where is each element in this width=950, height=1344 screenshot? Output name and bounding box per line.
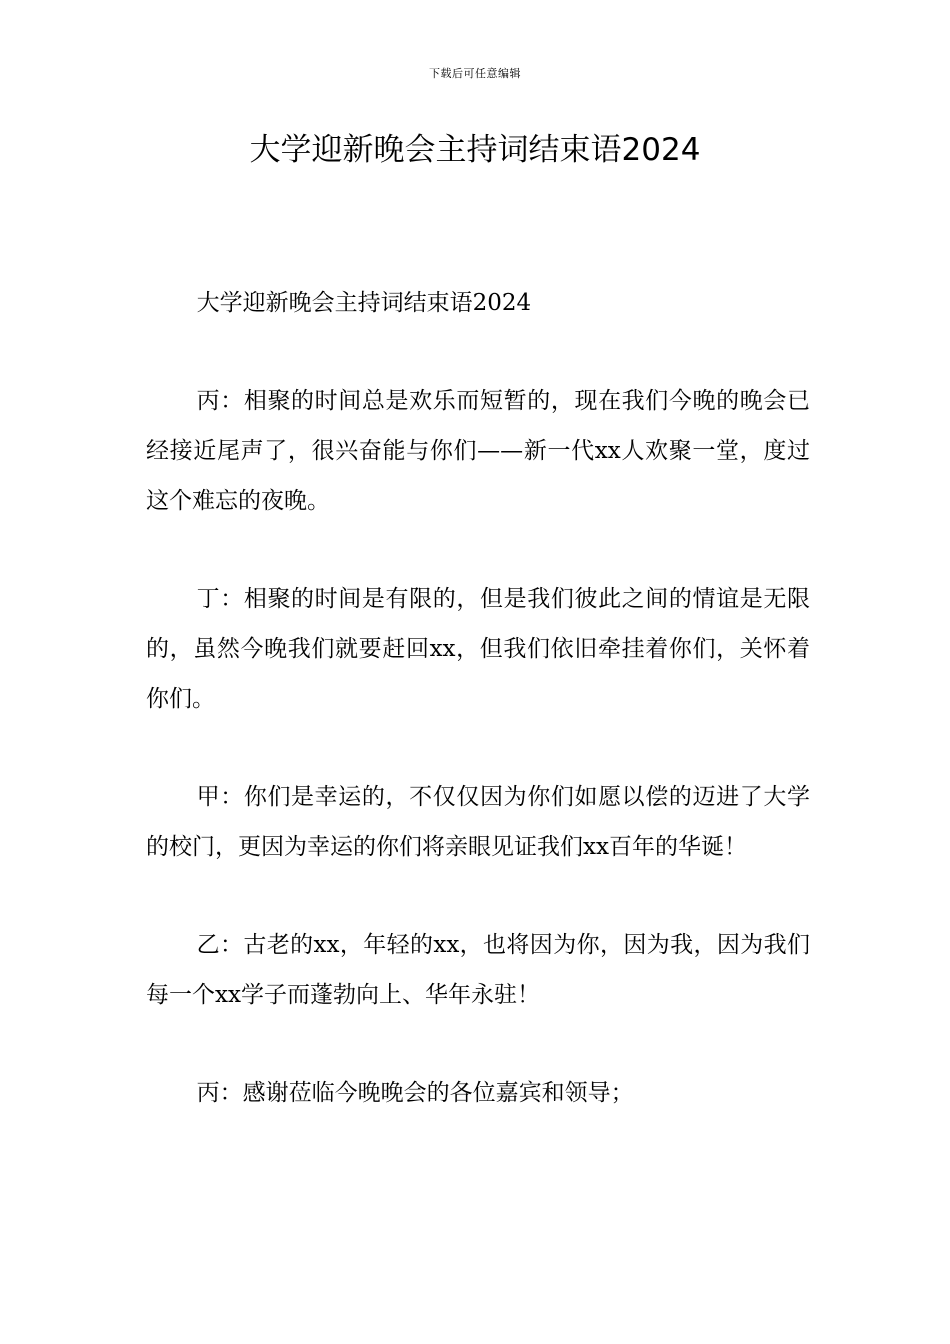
paragraph-bing-1: 丙：相聚的时间总是欢乐而短暂的，现在我们今晚的晚会已经接近尾声了，很兴奋能与你们——新一代xx人欢聚一堂，度过这个难忘的夜晚。: [146, 388, 810, 514]
header-note: 下载后可任意编辑: [429, 67, 521, 80]
paragraph-bing-2: 丙：感谢莅临今晚晚会的各位嘉宾和领导；: [196, 1080, 634, 1106]
paragraph-yi: 乙：古老的xx，年轻的xx，也将因为你，因为我，因为我们每一个xx学子而蓬勃向上、华年永驻！: [146, 932, 810, 1008]
paragraph-jia: 甲：你们是幸运的，不仅仅因为你们如愿以偿的迈进了大学的校门，更因为幸运的你们将亲眼见证我们xx百年的华诞！: [146, 784, 810, 860]
paragraph-subtitle: 大学迎新晚会主持词结束语2024: [196, 290, 532, 316]
paragraph-ding: 丁：相聚的时间是有限的，但是我们彼此之间的情谊是无限的，虽然今晚我们就要赶回xx，但我们依旧牵挂着你们，关怀着你们。: [146, 586, 810, 712]
document-title: 大学迎新晚会主持词结束语2024: [249, 132, 701, 168]
document-body: [146, 278, 810, 1166]
